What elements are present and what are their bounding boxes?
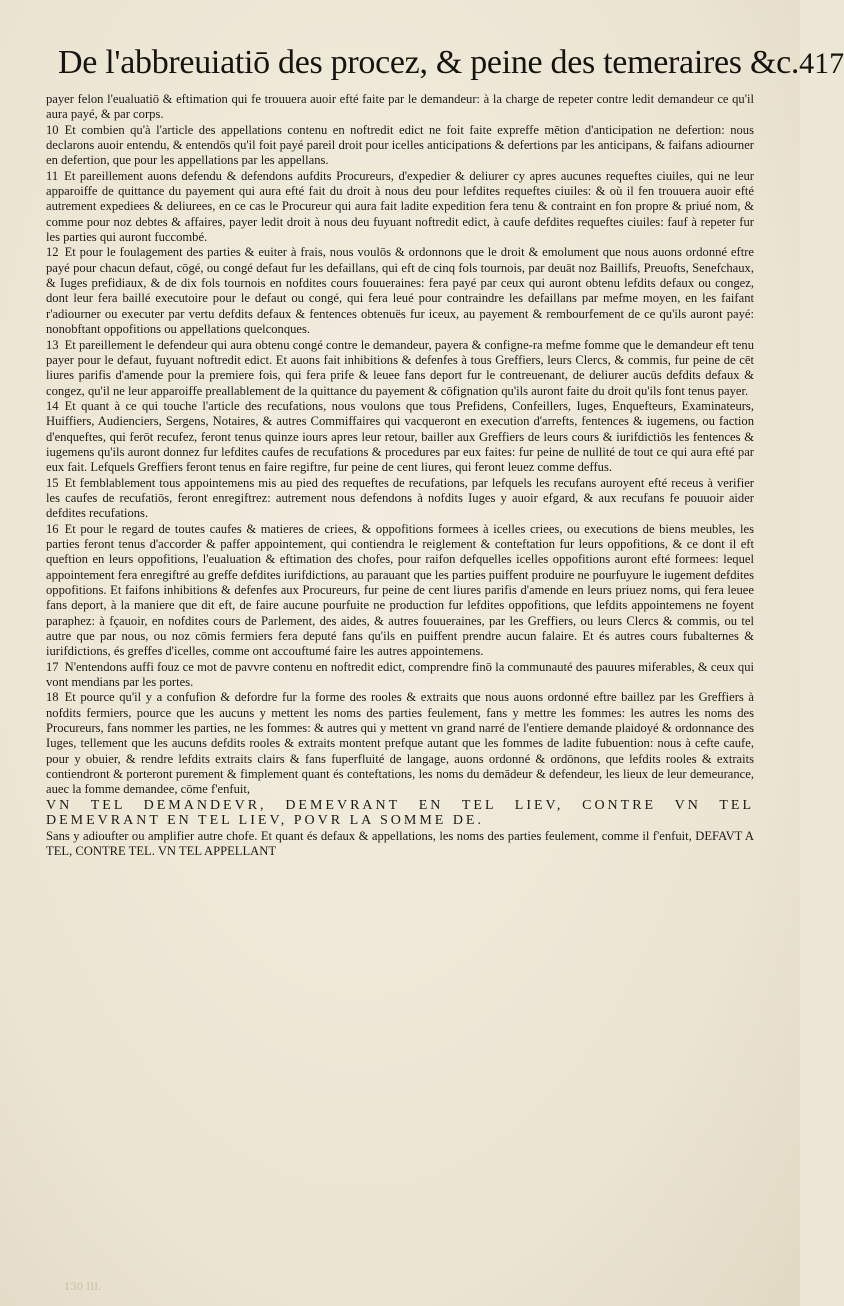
faint-stamp: 130 III. bbox=[64, 1282, 102, 1293]
paragraph-text: Et quant à ce qui touche l'article des recufations, nous voulons que tous Prefidens, Confeillers, Iuges, Enquefteurs, Examinateurs, Huiffiers, Audienciers, Sergens, Notaires, & autres Commiffaires qui vacqueront en execution d'arrefts, fentences & iugemens, ou faction d'enqueftes, qui ferōt recufez, feront tenus quinze iours apres leur retour, bailler aux Greffiers de leurs cours & iurifdictiōs les fentences & iugemens qu'ils auront donnez fur lefdites caufes de recufations & procedures par eux faites: fur peine de nullité de tout ce qui aura efté par eux fait. Lefquels Greffiers feront tenus en faire regiftre, fur peine de cent liures, qui feront leuez comme deffus. bbox=[46, 398, 754, 475]
page-header bbox=[58, 44, 844, 82]
body-text bbox=[46, 92, 754, 859]
paragraph-text: VN TEL DEMANDEVR, DEMEVRANT EN TEL LIEV, CONTRE VN TEL DEMEVRANT EN TEL LIEV, POVR LA SOMME DE. bbox=[46, 797, 754, 829]
paragraph-text: Et pour le foulagement des parties & euiter à frais, nous voulōs & ordonnons que le droit & emolument que nous auons ordonné eftre payé pour chacun defaut, cōgé, ou congé defaut fur les defaillans, qui eft de cinq fols tournois, par deuāt noz Baillifs, Preuofts, Senefchaux, & Iuges prefidiaux, & de dix fols tournois en nofdites cours fouueraines: fera payé par ceux qui auront obtenu lefdits defaux ou congez, dont leur fera baillé executoire pour le defaut ou congé, qui fera leué pour contraindre les defaillans par mefme moyen, en les faifant r'adiourner ou executer par vertu defdits defaux & fentences obtenuës fur iceux, au payement & rembourfement de ce qu'ils auront payé: nonobftant oppofitions ou appellations quelconques. bbox=[46, 245, 754, 337]
paragraph-number: 11 bbox=[46, 168, 59, 183]
paragraph-number: 17 bbox=[46, 659, 59, 674]
paragraph-closing bbox=[46, 829, 754, 860]
paragraph-11 bbox=[46, 169, 754, 246]
paragraph-number: 15 bbox=[46, 475, 59, 490]
paragraph-text: Et pource qu'il y a confufion & defordre fur la forme des rooles & extraits que nous auons ordonné eftre baillez par les Greffiers à nofdits fermiers, pource que les aucuns y mettent les noms des parties feulement, fans y mettre les fommes: les autres les noms des Procureurs, fans nommer les parties, ne les fommes: & autres qui y mettent vn grand narré de l'entiere demande plaidoyé & ordonnance des Iuges, tellement que les aucuns defdits rooles & extraits montent prefque autant que les fommes de ladite fubuention: nous à cefte caufe, pour y obuier, & rendre lefdits extraits clairs & fans fuperfluité de langage, auons ordonné & ordōnons, que lefdits rooles & extraits contiendront & porteront purement & fimplement quant és conteftations, les noms du demādeur & defendeur, les lieux de leur demeurance, auec la fomme demandee, cōme f'enfuit, bbox=[46, 690, 754, 797]
paragraph-18 bbox=[46, 690, 754, 797]
paragraph-text: payer felon l'eualuatiō & eftimation qui fe trouuera auoir efté faite par le demandeur: à la charge de repeter contre ledit demandeur ce qu'il aura payé, & par corps. bbox=[46, 92, 754, 122]
paragraph-10 bbox=[46, 123, 754, 169]
paragraph-text: Et pour le regard de toutes caufes & matieres de criees, & oppofitions formees à icelles criees, ou executions de biens meubles, les parties feront tenus d'accorder & paffer appointement, qui contiendra le reiglement & conteftation fur leurs oppofitions, & ce dont il eft queftion en leurs oppofitions, l'eualuation & eftimation des chofes, pour raifon defquelles icelles oppofitions auront efté formees: lequel appointement fera enregiftré au greffe defdites iurifdictions, au parauant que les parties puiffent produire ne pourfuyure le iugement defdites oppofitions. Et faifons inhibitions & defenfes aux Procureurs, fur peine de cent liures parifis d'amende en leurs priuez noms, qui fera leuee fans deport, à la maniere que dit eft, de faire aucune pourfuite ne production fur lefdites oppofitions, que lefdits appointemens ne foyent paraphez: à fçauoir, en nofdites cours de Parlement, des aides, & autres fouueraines, par les Greffiers, ou leurs Clercs & commis, ou tel autre que par nous, ou noz cōmis fermiers fera deputé fans qu'ils en puiffent prendre aucun falaire. Et és autres cours fubalternes & iurifdictions, és greffes d'icelles, comme ont accouftumé faire les autres appointemens. bbox=[46, 521, 754, 659]
paragraph-number: 12 bbox=[46, 245, 59, 260]
paragraph-13 bbox=[46, 338, 754, 399]
paragraph-15 bbox=[46, 476, 754, 522]
paragraph-continuation bbox=[46, 92, 754, 123]
paragraph-12 bbox=[46, 245, 754, 337]
paragraph-number: 14 bbox=[46, 398, 59, 413]
paragraph-14 bbox=[46, 399, 754, 476]
paragraph-text: Sans y adioufter ou amplifier autre chofe. Et quant és defaux & appellations, les noms des parties feulement, comme il f'enfuit, DEFAVT A TEL, CONTRE TEL. VN TEL APPELLANT bbox=[46, 828, 754, 858]
paragraph-text: Et femblablement tous appointemens mis au pied des requeftes de recufations, par lefquels les recufans auroyent efté receus à verifier les caufes de recufatiōs, feront enregiftrez: autrement nous defendons à nofdits Iuges y auoir efgard, & aux recufans fe pouuoir aider defdites recufations. bbox=[46, 475, 754, 521]
paragraph-17 bbox=[46, 660, 754, 691]
paragraph-number: 16 bbox=[46, 521, 59, 536]
paragraph-text: Et pareillement le defendeur qui aura obtenu congé contre le demandeur, payera & configne-ra mefme fomme que le demandeur eft tenu payer pour le defaut, fuyuant noftredit edict. Et auons fait inhibitions & defenfes à tous Greffiers, leurs Clercs, & commis, fur peine de cēt liures parifis d'amende pour la premiere fois, qui fera prife & leuee fans deport fur le contreuenant, de deliurer aucūs defdits defaux & congez, qu'il ne leur apparoiffe preallablement de la quittance du payement & cōfignation qu'ils auront faite du droit qu'ils font tenus payer. bbox=[46, 337, 754, 398]
page-number: 417 bbox=[799, 47, 844, 80]
paragraph-text: N'entendons auffi fouz ce mot de pavvre contenu en noftredit edict, comprendre finō la communauté des pauures miferables, & ceux qui vont mendians par les portes. bbox=[46, 659, 754, 690]
paragraph-number: 10 bbox=[46, 122, 59, 137]
running-title: De l'abbreuiatiō des procez, & peine des temeraires &c. bbox=[58, 44, 800, 81]
paragraph-16 bbox=[46, 522, 754, 660]
paragraph-number: 18 bbox=[46, 690, 59, 705]
paragraph-number: 13 bbox=[46, 337, 59, 352]
paragraph-text: Et pareillement auons defendu & defendons aufdits Procureurs, d'expedier & deliurer cy apres aucunes requeftes ciuiles, qui ne leur apparoiffe de quittance du payement qui aura efté fait du droit à nous deu pour lefdites requeftes ciuiles: & où il fen trouuera auoir efté autrement expediees & deliurees, en ce cas le Procureur qui aura fait ladite expedition fera tenu & contraint en fon propre & priué nom, & comme pour noz debtes & affaires, payer ledit droit à nous deu fuyuant noftredit edict, à caufe defdites requeftes ciuiles: fauf à repeter fur les parties qui auront fuccombé. bbox=[46, 168, 754, 245]
paragraph-text: Et combien qu'à l'article des appellations contenu en noftredit edict ne foit faite expreffe mētion d'anticipation ne defertion: nous declarons auoir entendu, & entendōs qu'il foit payé pareil droit pour icelles anticipations & defertions par les anticipans, & faifans adiourner en defertion, que pour les appellations par les appellans. bbox=[46, 122, 754, 168]
formula-caps bbox=[46, 798, 754, 829]
